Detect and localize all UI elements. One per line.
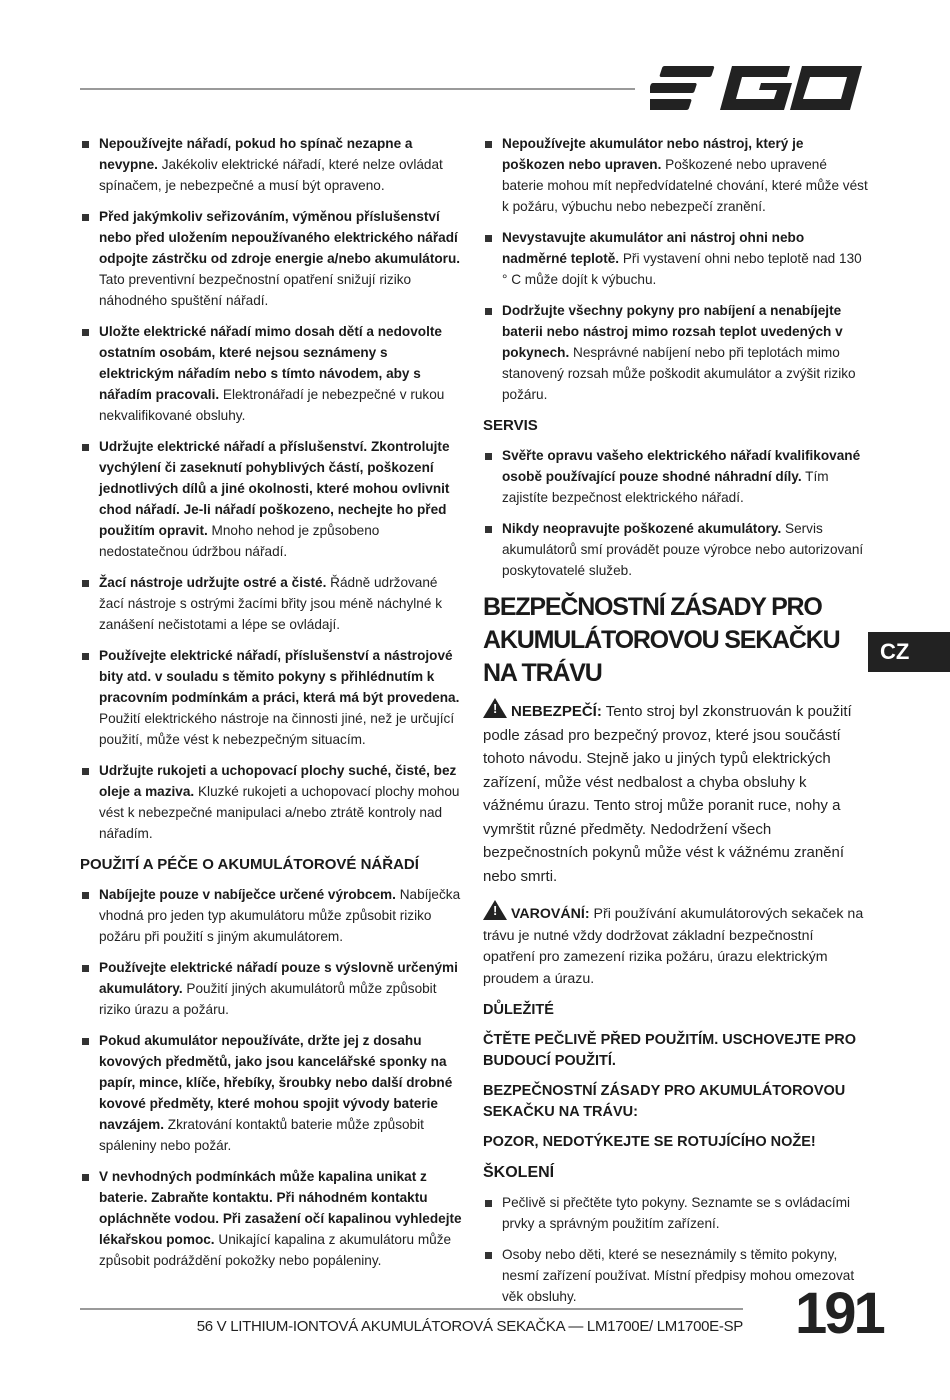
list-item: Pečlivě si přečtěte tyto pokyny. Seznamte se s ovládacími prvky a správným použitím zařízení.: [483, 1192, 868, 1234]
list-item: Před jakýmkoliv seřizováním, výměnou příslušenství nebo před uložením nepoužívaného elektrického nářadí odpojte zástrčku od zdroje energie a/nebo akumulátoru. Tato preventivní bezpečnostní opatření snižují riziko náhodného spuštění nářadí.: [80, 206, 465, 311]
warning-label: VAROVÁNÍ:: [511, 906, 590, 922]
danger-label: NEBEZPEČÍ:: [511, 703, 602, 720]
page-number: 191: [795, 1281, 883, 1346]
list-item: Používejte elektrické nářadí, příslušenství a nástrojové bity atd. v souladu s těmito pokyny s přihlédnutím k pracovním podmínkám a práci, která má být provedena. Použití elektrického nástroje na činnosti jiné, než je určující použití, může vést k nebezpečným situacím.: [80, 645, 465, 750]
header-rule: [80, 88, 635, 90]
list-item: Nepoužívejte akumulátor nebo nástroj, který je poškozen nebo upraven. Poškozené nebo upravené baterie mohou mít nepředvídatelné chování, které může vést k požáru, výbuchu nebo nebezpečí zranění.: [483, 133, 868, 217]
footer-product-title: 56 V LITHIUM-IONTOVÁ AKUMULÁTOROVÁ SEKAČKA — LM1700E/ LM1700E-SP: [196, 1318, 743, 1335]
danger-paragraph: !NEBEZPEČÍ: Tento stroj byl zkonstruován k použití podle zásad pro bezpečný provoz, které jsou součástí tohoto návodu. Stejně jako u jiných typů elektrických zařízení, může vést nedbalost a chyba obsluhy k vážnému úrazu. Tento stroj může poranit ruce, nohy a vymrštit různé předměty. Nedodržení všech bezpečnostních pokynů může vést k vážnému zranění nebo smrti.: [483, 696, 868, 888]
list-item: Nepoužívejte nářadí, pokud ho spínač nezapne a nevypne. Jakékoliv elektrické nářadí, které nelze ovládat spínačem, je nebezpečné a musí být opraveno.: [80, 133, 465, 196]
mower-safety-heading-line2: AKUMULÁTOROVOU SEKAČKU NA TRÁVU: [483, 626, 840, 687]
training-heading: ŠKOLENÍ: [483, 1164, 555, 1181]
mower-safety-heading-line1: BEZPEČNOSTNÍ ZÁSADY PRO: [483, 593, 822, 621]
list-item: Osoby nebo děti, které se neseznámily s těmito pokyny, nesmí zařízení používat. Místní předpisy mohou omezovat věk obsluhy.: [483, 1244, 868, 1307]
battery-safety-list: [483, 133, 868, 405]
list-item: Nabíjejte pouze v nabíječce určené výrobcem. Nabíječka vhodná pro jeden typ akumulátoru může způsobit riziko požáru při použití s jiným akumulátorem.: [80, 884, 465, 947]
warning-triangle-icon: [483, 900, 507, 920]
list-item: Udržujte elektrické nářadí a příslušenství. Zkontrolujte vychýlení či zaseknutí pohyblivých částí, poškození jednotlivých dílů a jiné okolnosti, které mohou ovlivnit chod nářadí. Je-li nářadí poškozeno, nechejte ho před použitím opravit. Mnoho nehod je způsobeno nedostatečnou údržbou nářadí.: [80, 436, 465, 562]
list-item: Svěřte opravu vašeho elektrického nářadí kvalifikované osobě používající pouze shodné náhradní díly. Tím zajistíte bezpečnost elektrického nářadí.: [483, 445, 868, 508]
safety-rules-notice: BEZPEČNOSTNÍ ZÁSADY PRO AKUMULÁTOROVOU SEKAČKU NA TRÁVU:: [483, 1083, 846, 1120]
important-label: DŮLEŽITÉ: [483, 1002, 554, 1018]
list-item: Nevystavujte akumulátor ani nástroj ohni nebo nadměrné teplotě. Při vystavení ohni nebo teplotě nad 130 ° C může dojít k výbuchu.: [483, 227, 868, 290]
footer-rule: [80, 1308, 743, 1310]
read-carefully-notice: ČTĚTE PEČLIVĚ PŘED POUŽITÍM. USCHOVEJTE PRO BUDOUCÍ POUŽITÍ.: [483, 1032, 857, 1069]
ego-logo: [650, 62, 865, 114]
warning-paragraph: !VAROVÁNÍ: Při používání akumulátorových sekaček na trávu je nutné vždy dodržovat základní bezpečnostní opatření pro zamezení rizika požáru, úrazu elektrickým proudem a úrazu.: [483, 898, 868, 990]
list-item: Používejte elektrické nářadí pouze s výslovně určenými akumulátory. Použití jiných akumulátorů může způsobit riziko úrazu a požáru.: [80, 957, 465, 1020]
list-item: Pokud akumulátor nepoužíváte, držte jej z dosahu kovových předmětů, jako jsou kancelářské sponky na papír, mince, klíče, hřebíky, šroubky nebo další drobné kovové předměty, které mohou spojit vývody baterie navzájem. Zkratování kontaktů baterie může způsobit spáleniny nebo požár.: [80, 1030, 465, 1156]
tool-safety-list: [80, 133, 465, 844]
list-item: Žací nástroje udržujte ostré a čisté. Řádně udržované žací nástroje s ostrými žacími břity jsou méně náchylné k zanášení nečistotami a lépe se ovládají.: [80, 572, 465, 635]
left-column: [80, 133, 465, 1281]
battery-tool-heading: POUŽITÍ A PÉČE O AKUMULÁTOROVÉ NÁŘADÍ: [80, 856, 419, 873]
list-item: Dodržujte všechny pokyny pro nabíjení a nenabíjejte baterii nebo nástroj mimo rozsah teplot uvedených v pokynech. Nesprávné nabíjení nebo při teplotách mimo stanovený rozsah může poškodit akumulátor a zvýšit riziko požáru.: [483, 300, 868, 405]
list-item: Uložte elektrické nářadí mimo dosah dětí a nedovolte ostatním osobám, které nejsou seznámeny s elektrickým nářadím nebo s tímto návodem, aby s nářadím pracovali. Elektronářadí je nebezpečné v rukou nekvalifikované obsluhy.: [80, 321, 465, 426]
right-column: [483, 133, 868, 1317]
language-tab: CZ: [868, 632, 950, 672]
servis-heading: SERVIS: [483, 417, 538, 434]
warning-triangle-icon: [483, 698, 507, 718]
list-item: Udržujte rukojeti a uchopovací plochy suché, čisté, bez oleje a maziva. Kluzké rukojeti a uchopovací plochy mohou vést k nebezpečné manipulaci a/nebo ztrátě kontroly nad nářadím.: [80, 760, 465, 844]
battery-tool-list: [80, 884, 465, 1271]
mower-safety-heading: [483, 591, 868, 690]
caution-notice: POZOR, NEDOTÝKEJTE SE ROTUJÍCÍHO NOŽE!: [483, 1134, 816, 1150]
servis-list: [483, 445, 868, 581]
list-item: Nikdy neopravujte poškozené akumulátory. Servis akumulátorů smí provádět pouze výrobce nebo autorizovaní poskytovatelé služeb.: [483, 518, 868, 581]
list-item: V nevhodných podmínkách může kapalina unikat z baterie. Zabraňte kontaktu. Při náhodném kontaktu opláchněte vodou. Při zasažení očí kapalinou vyhledejte lékařskou pomoc. Unikající kapalina z akumulátoru může způsobit podráždění pokožky nebo popáleniny.: [80, 1166, 465, 1271]
